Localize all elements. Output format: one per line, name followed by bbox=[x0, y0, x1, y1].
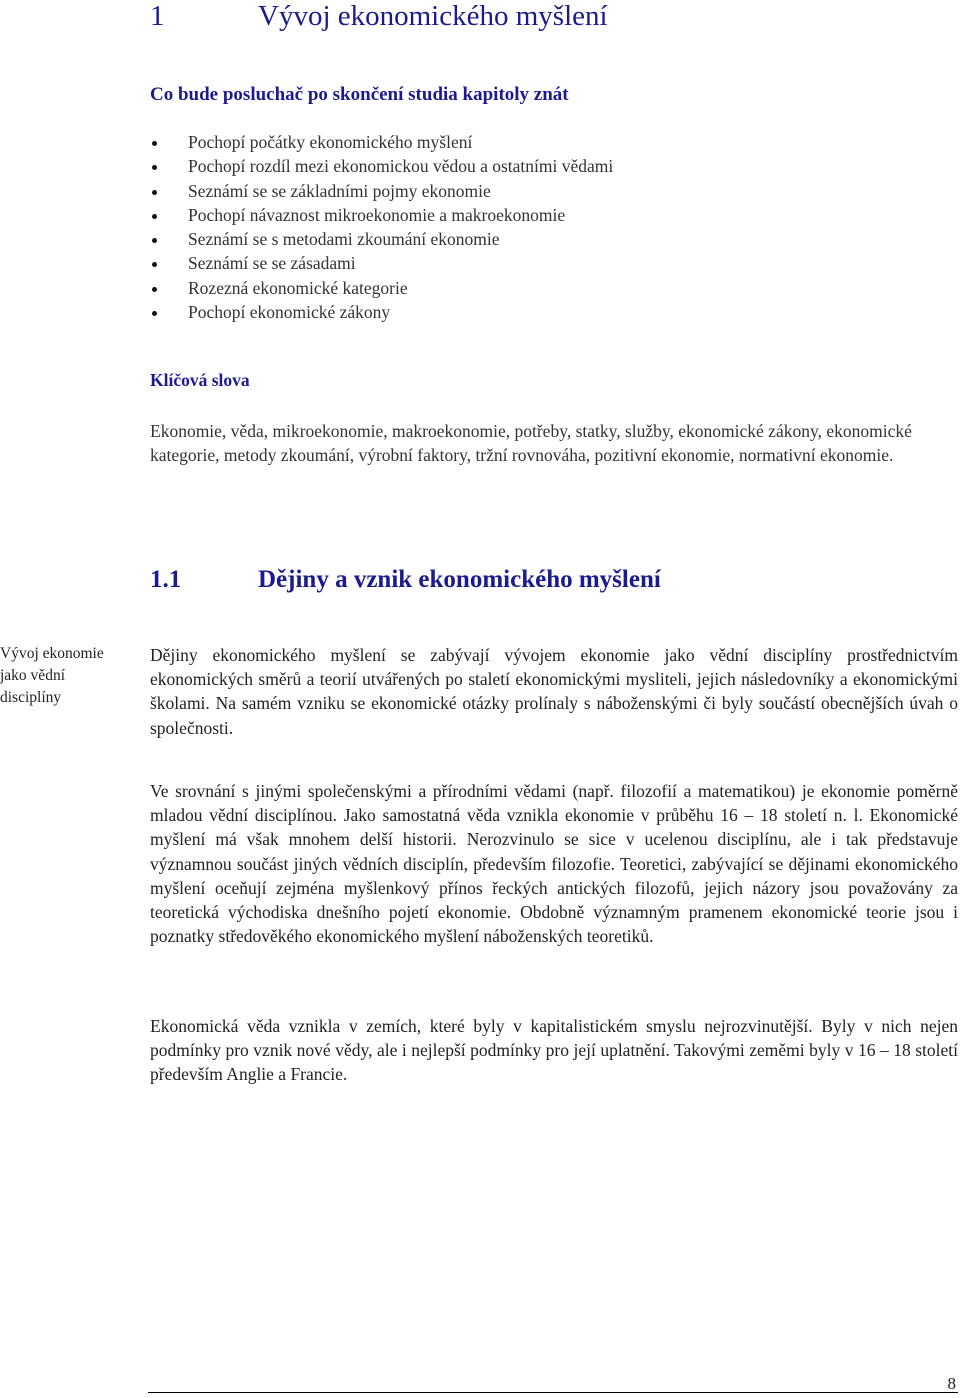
chapter-title-text: Vývoj ekonomického myšlení bbox=[258, 0, 608, 32]
objective-item: Seznámí se se zásadami bbox=[150, 251, 613, 275]
keywords-text: Ekonomie, věda, mikroekonomie, makroekonomie, potřeby, statky, služby, ekonomické zákony, ekonomické kategorie, metody zkoumání, výrobní faktory, tržní rovnováha, pozitivní ekonomie, normativní ekonomie. bbox=[150, 421, 912, 465]
objective-item: Pochopí ekonomické zákony bbox=[150, 300, 613, 324]
page-number: 8 bbox=[947, 1374, 956, 1393]
paragraph: Ekonomická věda vznikla v zemích, které byly v kapitalistickém smyslu nejrozvinutější. Byly v nich nejen podmínky pro vznik nové vědy, ale i nejlepší podmínky pro její uplatnění. Takovými zeměmi byly v 16 – 18 století především Anglie a Francie. bbox=[150, 1016, 958, 1085]
objective-item: Seznámí se se základními pojmy ekonomie bbox=[150, 179, 613, 203]
objective-item: Pochopí rozdíl mezi ekonomickou vědou a ostatními vědami bbox=[150, 154, 613, 178]
paragraph: Ve srovnání s jinými společenskými a přírodními vědami (např. filozofií a matematikou) je ekonomie poměrně mladou vědní disciplínou. Jako samostatná věda vznikla ekonomie v průběhu 16 – 18 století n. l. Ekonomické myšlení má však mnohem delší historii. Nerozvinulo se sice v ucelenou disciplínu, ale i tak představuje významnou součást jiných vědních disciplín, především filozofie. Teoretici, zabývající se dějinami ekonomického myšlení oceňují zejména myšlenkový přínos řeckých antických filozofů, jejich názory jsou považovány za teoretická východiska dnešního pojetí ekonomie. Obdobně významným pramenem ekonomické teorie jsou i poznatky středověkého ekonomického myšlení náboženských teoretiků. bbox=[150, 781, 958, 947]
objective-item: Pochopí počátky ekonomického myšlení bbox=[150, 130, 613, 154]
objectives-heading: Co bude posluchač po skončení studia kapitoly znát bbox=[150, 84, 569, 105]
section-number: 1.1 bbox=[150, 566, 182, 593]
chapter-number: 1 bbox=[150, 0, 165, 32]
margin-note: Vývoj ekonomie jako vědní disciplíny bbox=[0, 645, 104, 706]
section-title-text: Dějiny a vznik ekonomického myšlení bbox=[258, 566, 661, 593]
paragraph: Dějiny ekonomického myšlení se zabývají vývojem ekonomie jako vědní disciplíny prostřednictvím ekonomických směrů a teorií utvářených po staletí ekonomickými mysliteli, jejich následovníky a ekonomickými školami. Na samém vzniku se ekonomické otázky prolínaly s náboženskými či byly součástí obecnějších úvah o společnosti. bbox=[150, 645, 958, 738]
footer-rule bbox=[148, 1392, 958, 1393]
objective-item: Seznámí se s metodami zkoumání ekonomie bbox=[150, 227, 613, 251]
objective-item: Rozezná ekonomické kategorie bbox=[150, 276, 613, 300]
keywords-heading: Klíčová slova bbox=[150, 370, 250, 390]
objective-item: Pochopí návaznost mikroekonomie a makroekonomie bbox=[150, 203, 613, 227]
section-title bbox=[150, 566, 661, 594]
chapter-title bbox=[150, 0, 608, 33]
objectives-list bbox=[150, 130, 613, 324]
